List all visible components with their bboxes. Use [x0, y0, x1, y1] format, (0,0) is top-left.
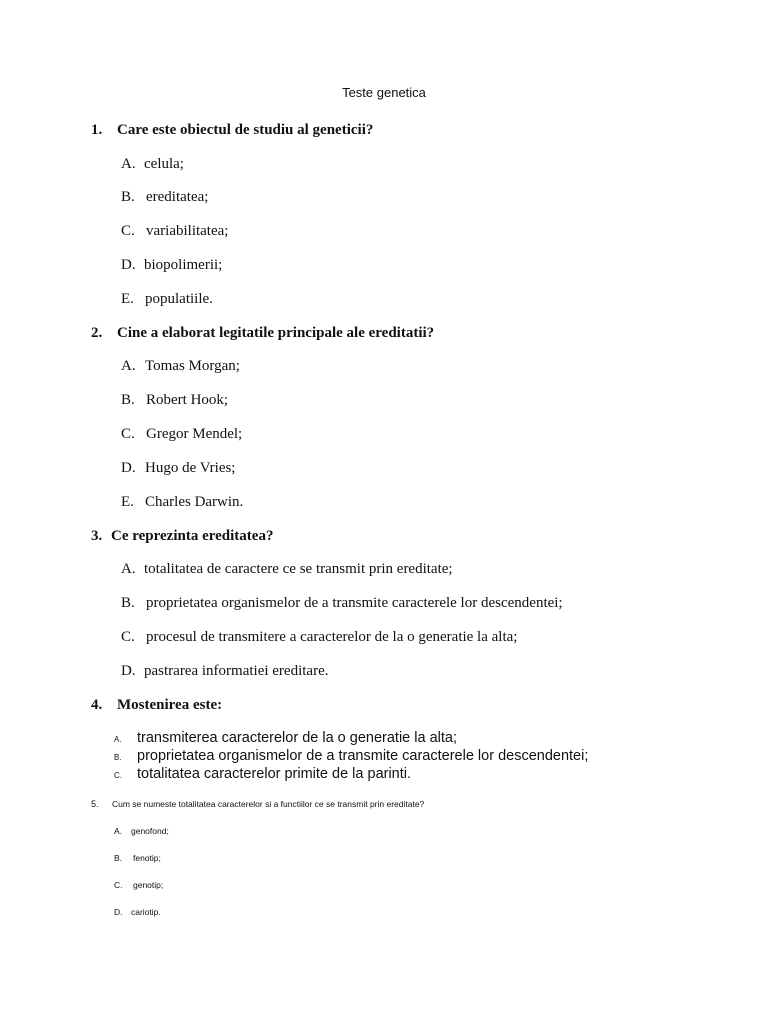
answer-option: [114, 766, 411, 782]
option-text: Hugo de Vries;: [145, 460, 236, 476]
answer-option: [114, 730, 457, 746]
question-number: 1.: [91, 122, 103, 138]
option-letter: A.: [121, 358, 136, 374]
answer-option: [121, 561, 453, 578]
option-letter: B.: [121, 392, 135, 408]
question-number: 3.: [91, 528, 103, 544]
option-text: cariotip.: [131, 907, 161, 917]
option-letter: D.: [121, 257, 136, 273]
answer-option: [114, 907, 161, 917]
option-letter: B.: [121, 189, 135, 205]
option-text: variabilitatea;: [146, 223, 229, 239]
option-letter: C.: [114, 771, 122, 780]
answer-option: [121, 257, 222, 274]
option-text: proprietatea organismelor de a transmite caracterele lor descendentei;: [137, 748, 589, 764]
answer-option: [121, 494, 243, 511]
option-text: fenotip;: [133, 853, 161, 863]
option-letter: D.: [121, 663, 136, 679]
question-2: [91, 325, 434, 342]
option-text: genofond;: [131, 826, 169, 836]
option-letter: B.: [121, 595, 135, 611]
option-text: transmiterea caracterelor de la o generatie la alta;: [137, 730, 457, 746]
answer-option: [121, 156, 184, 173]
answer-option: [121, 426, 242, 443]
option-text: totalitatea caracterelor primite de la parinti.: [137, 766, 412, 782]
option-letter: A.: [121, 561, 136, 577]
question-4: [91, 697, 222, 714]
option-letter: D.: [121, 460, 136, 476]
question-1: [91, 122, 373, 139]
option-text: ereditatea;: [146, 189, 209, 205]
option-letter: E.: [121, 494, 134, 510]
option-text: procesul de transmitere a caracterelor de la o generatie la alta;: [146, 629, 518, 645]
option-text: pastrarea informatiei ereditare.: [144, 663, 329, 679]
answer-option: [114, 826, 169, 836]
answer-option: [121, 291, 213, 308]
answer-option: [121, 595, 563, 612]
answer-option: [121, 629, 517, 646]
question-text: Cine a elaborat legitatile principale ale ereditatii?: [117, 325, 435, 341]
option-text: populatiile.: [145, 291, 213, 307]
option-letter: B.: [114, 753, 122, 762]
answer-option: [114, 880, 163, 890]
question-text: Cum se numeste totalitatea caracterelor si a functiilor ce se transmit prin ereditate?: [112, 799, 425, 809]
option-letter: D.: [114, 907, 123, 917]
question-number: 5.: [91, 799, 99, 809]
question-5: [91, 799, 424, 809]
question-number: 2.: [91, 325, 103, 341]
answer-option: [121, 189, 208, 206]
option-letter: C.: [121, 223, 135, 239]
question-3: [91, 528, 273, 545]
option-letter: B.: [114, 853, 123, 863]
option-letter: A.: [114, 735, 122, 744]
option-letter: C.: [121, 426, 135, 442]
question-number: 4.: [91, 697, 103, 713]
question-text: Ce reprezinta ereditatea?: [111, 528, 274, 544]
option-letter: A.: [121, 156, 136, 172]
answer-option: [114, 853, 161, 863]
option-text: Robert Hook;: [146, 392, 229, 408]
option-text: genotip;: [133, 880, 164, 890]
answer-option: [114, 748, 588, 764]
option-letter: E.: [121, 291, 134, 307]
answer-option: [121, 392, 228, 409]
option-text: totalitatea de caractere ce se transmit prin ereditate;: [144, 561, 453, 577]
answer-option: [121, 663, 328, 680]
answer-option: [121, 223, 228, 240]
option-letter: C.: [121, 629, 135, 645]
answer-option: [121, 358, 240, 375]
option-text: biopolimerii;: [144, 257, 223, 273]
option-text: Charles Darwin.: [145, 494, 244, 510]
option-text: Tomas Morgan;: [145, 358, 240, 374]
page-title: Teste genetica: [342, 85, 426, 100]
option-text: celula;: [144, 156, 184, 172]
question-text: Mostenirea este:: [117, 697, 223, 713]
option-text: Gregor Mendel;: [146, 426, 243, 442]
question-text: Care este obiectul de studiu al geneticii?: [117, 122, 374, 138]
option-letter: A.: [114, 826, 123, 836]
option-text: proprietatea organismelor de a transmite caracterele lor descendentei;: [146, 595, 563, 611]
answer-option: [121, 460, 235, 477]
option-letter: C.: [114, 880, 123, 890]
